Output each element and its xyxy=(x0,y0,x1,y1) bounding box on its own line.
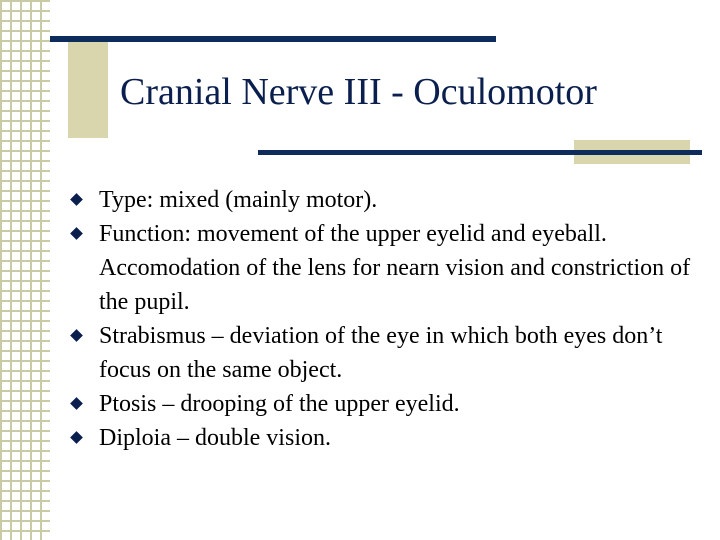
decorative-tan-block-top xyxy=(68,42,108,138)
decorative-navy-line-top xyxy=(50,36,496,42)
decorative-navy-line-bottom xyxy=(258,150,702,155)
bullet-item xyxy=(72,319,692,387)
slide-title: Cranial Nerve III - Oculomotor xyxy=(120,71,597,113)
bullet-item xyxy=(72,421,692,455)
diamond-bullet-icon xyxy=(70,227,83,240)
bullet-list xyxy=(72,183,692,455)
bullet-text: Strabismus – deviation of the eye in which both eyes don’t focus on the same object. xyxy=(99,323,663,383)
diamond-bullet-icon xyxy=(70,397,83,410)
diamond-bullet-icon xyxy=(70,431,83,444)
bullet-item xyxy=(72,183,692,217)
bullet-text: Ptosis – drooping of the upper eyelid. xyxy=(99,391,460,417)
bullet-item xyxy=(72,217,692,319)
diamond-bullet-icon xyxy=(70,193,83,206)
bullet-text: Diploia – double vision. xyxy=(99,425,331,451)
bullet-text: Type: mixed (mainly motor). xyxy=(99,187,378,213)
diamond-bullet-icon xyxy=(70,329,83,342)
grid-pattern-stripe xyxy=(0,0,50,540)
bullet-text: Function: movement of the upper eyelid and eyeball. Accomodation of the lens for nearn vision and constriction of the pupil. xyxy=(99,221,691,315)
bullet-item xyxy=(72,387,692,421)
